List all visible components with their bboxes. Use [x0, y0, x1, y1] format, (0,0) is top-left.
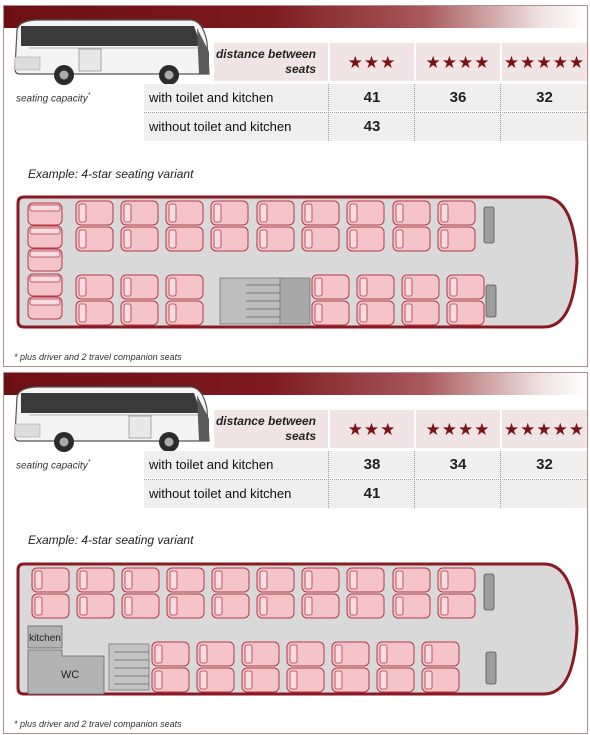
seat — [302, 594, 339, 618]
coach-variant-panel-1 — [3, 5, 588, 367]
driver-dashboard — [486, 285, 496, 317]
door-area — [280, 278, 310, 324]
seat — [287, 668, 324, 692]
seat — [121, 275, 158, 299]
seating-plan — [14, 556, 588, 702]
three-star-rating: ★★★ — [347, 420, 397, 439]
seat — [357, 275, 394, 299]
row-divider — [144, 479, 587, 480]
seat — [422, 668, 459, 692]
seat — [166, 201, 203, 225]
seat — [402, 275, 439, 299]
seat — [312, 301, 349, 325]
seat — [76, 275, 113, 299]
driver-dashboard — [484, 574, 494, 610]
seat — [212, 594, 249, 618]
seat — [287, 642, 324, 666]
capacity-value: 41 — [363, 89, 381, 106]
seat — [393, 568, 430, 592]
seat — [242, 668, 279, 692]
seat — [197, 668, 234, 692]
seat — [28, 249, 62, 271]
footnote: * plus driver and 2 travel companion seats — [14, 352, 182, 362]
seat — [167, 594, 204, 618]
seat — [302, 201, 339, 225]
seating-capacity-label — [16, 92, 90, 104]
seating-capacity-text: seating capacity — [16, 93, 88, 105]
seat — [447, 275, 484, 299]
coach-variant-panel-2 — [3, 372, 588, 734]
capacity-value: 32 — [536, 89, 553, 106]
seat — [347, 201, 384, 225]
seat — [76, 301, 113, 325]
three-star-rating: ★★★ — [347, 53, 397, 72]
seat — [77, 594, 114, 618]
seat — [166, 275, 203, 299]
seat — [122, 568, 159, 592]
footnote: * plus driver and 2 travel companion seats — [14, 719, 182, 729]
seat — [166, 301, 203, 325]
seat — [302, 227, 339, 251]
example-title: Example: 4-star seating variant — [28, 533, 194, 547]
seating-capacity-label — [16, 459, 90, 471]
coach-bus-icon — [9, 379, 214, 457]
seat — [312, 275, 349, 299]
footnote-marker: * — [87, 459, 91, 466]
seat — [242, 642, 279, 666]
seat — [438, 594, 475, 618]
four-star-rating: ★★★★ — [425, 420, 491, 439]
seat — [122, 594, 159, 618]
seat — [332, 668, 369, 692]
seat — [28, 274, 62, 296]
staircase — [109, 644, 149, 690]
capacity-value: 41 — [363, 485, 381, 502]
capacity-value: 38 — [363, 456, 381, 473]
seat — [393, 594, 430, 618]
distance-between-seats-label: distance between seats — [215, 414, 316, 443]
seat — [121, 201, 158, 225]
row-label-with-toilet: with toilet and kitchen — [149, 457, 274, 472]
seat — [211, 201, 248, 225]
seating-capacity-text: seating capacity — [16, 460, 88, 472]
seat — [347, 568, 384, 592]
seat — [76, 201, 113, 225]
seat — [257, 201, 294, 225]
seat — [166, 227, 203, 251]
seat — [28, 297, 62, 319]
seat — [438, 201, 475, 225]
seat — [77, 568, 114, 592]
wc-label: WC — [60, 669, 80, 681]
seat — [28, 203, 62, 225]
seat — [438, 568, 475, 592]
seat — [152, 668, 189, 692]
capacity-value: 32 — [536, 456, 553, 473]
seat — [438, 227, 475, 251]
seat — [302, 568, 339, 592]
coach-bus-icon — [9, 12, 214, 90]
example-title: Example: 4-star seating variant — [28, 167, 194, 181]
seat — [121, 227, 158, 251]
seat — [347, 227, 384, 251]
kitchen-label: kitchen — [29, 633, 61, 644]
seat — [197, 642, 234, 666]
seat — [377, 668, 414, 692]
seat — [28, 226, 62, 248]
row-label-without-toilet: without toilet and kitchen — [149, 486, 292, 501]
seating-plan — [14, 189, 588, 335]
driver-dashboard — [486, 652, 496, 684]
seat — [76, 227, 113, 251]
seat — [32, 568, 69, 592]
footnote-marker: * — [87, 92, 91, 99]
seat — [212, 568, 249, 592]
five-star-rating: ★★★★★ — [503, 420, 586, 439]
seat — [422, 642, 459, 666]
seat — [393, 227, 430, 251]
seat — [393, 201, 430, 225]
driver-dashboard — [484, 207, 494, 243]
capacity-value: 34 — [449, 456, 467, 473]
seat — [121, 301, 158, 325]
seat — [357, 301, 394, 325]
seat — [257, 568, 294, 592]
seat — [257, 594, 294, 618]
seat — [347, 594, 384, 618]
seat — [402, 301, 439, 325]
row-label-with-toilet: with toilet and kitchen — [149, 90, 274, 105]
row-divider — [144, 112, 587, 113]
seat — [32, 594, 69, 618]
capacity-value: 36 — [449, 89, 467, 106]
five-star-rating: ★★★★★ — [503, 53, 586, 72]
seat — [332, 642, 369, 666]
row-label-without-toilet: without toilet and kitchen — [149, 119, 292, 134]
four-star-rating: ★★★★ — [425, 53, 491, 72]
seat — [447, 301, 484, 325]
capacity-value: 43 — [363, 118, 381, 135]
seat — [211, 227, 248, 251]
seat — [152, 642, 189, 666]
seat — [377, 642, 414, 666]
seat — [257, 227, 294, 251]
distance-between-seats-label: distance between seats — [215, 47, 316, 76]
seat — [167, 568, 204, 592]
